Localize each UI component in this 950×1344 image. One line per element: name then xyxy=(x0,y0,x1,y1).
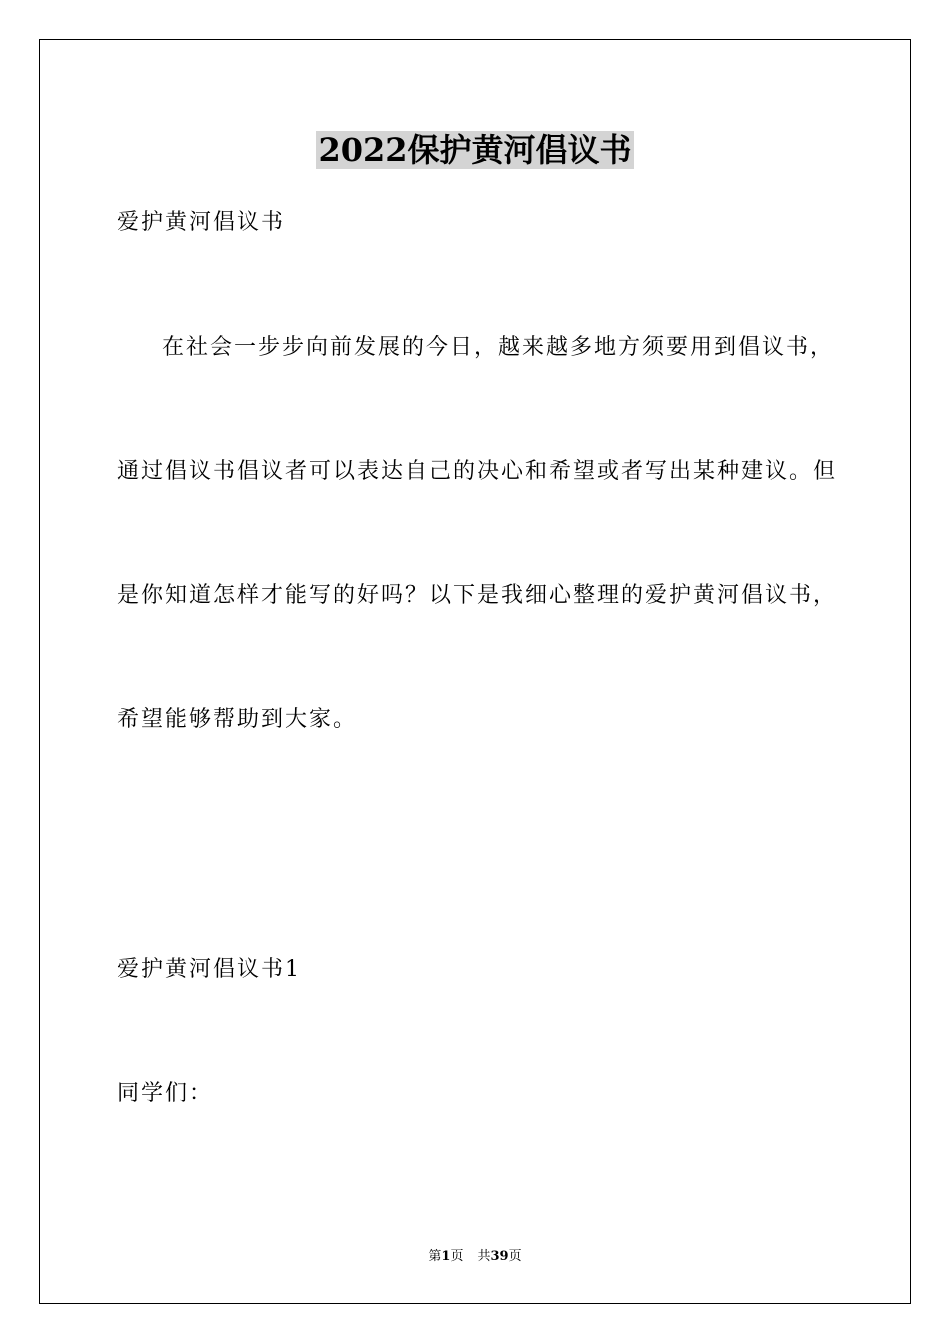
paragraph-line-3: 是你知道怎样才能写的好吗？以下是我细心整理的爱护黄河倡议书， xyxy=(117,583,838,608)
document-title xyxy=(0,128,950,172)
section-heading: 爱护黄河倡议书1 xyxy=(117,957,301,982)
paragraph-line-1: 在社会一步步向前发展的今日，越来越多地方须要用到倡议书， xyxy=(162,335,835,360)
total-pages: 39 xyxy=(490,1249,509,1264)
total-suffix: 页 xyxy=(508,1249,522,1264)
page-number: 1 xyxy=(441,1249,451,1264)
paragraph-line-2: 通过倡议书倡议者可以表达自己的决心和希望或者写出某种建议。但 xyxy=(117,459,838,484)
document-title-text: 2022保护黄河倡议书 xyxy=(318,131,632,169)
page-suffix: 页 xyxy=(450,1249,464,1264)
page-prefix: 第 xyxy=(428,1249,442,1264)
document-subtitle: 爱护黄河倡议书 xyxy=(117,210,286,235)
paragraph-line-4: 希望能够帮助到大家。 xyxy=(117,707,358,732)
salutation: 同学们： xyxy=(117,1081,214,1106)
total-prefix: 共 xyxy=(477,1249,491,1264)
page-footer xyxy=(0,1248,950,1266)
